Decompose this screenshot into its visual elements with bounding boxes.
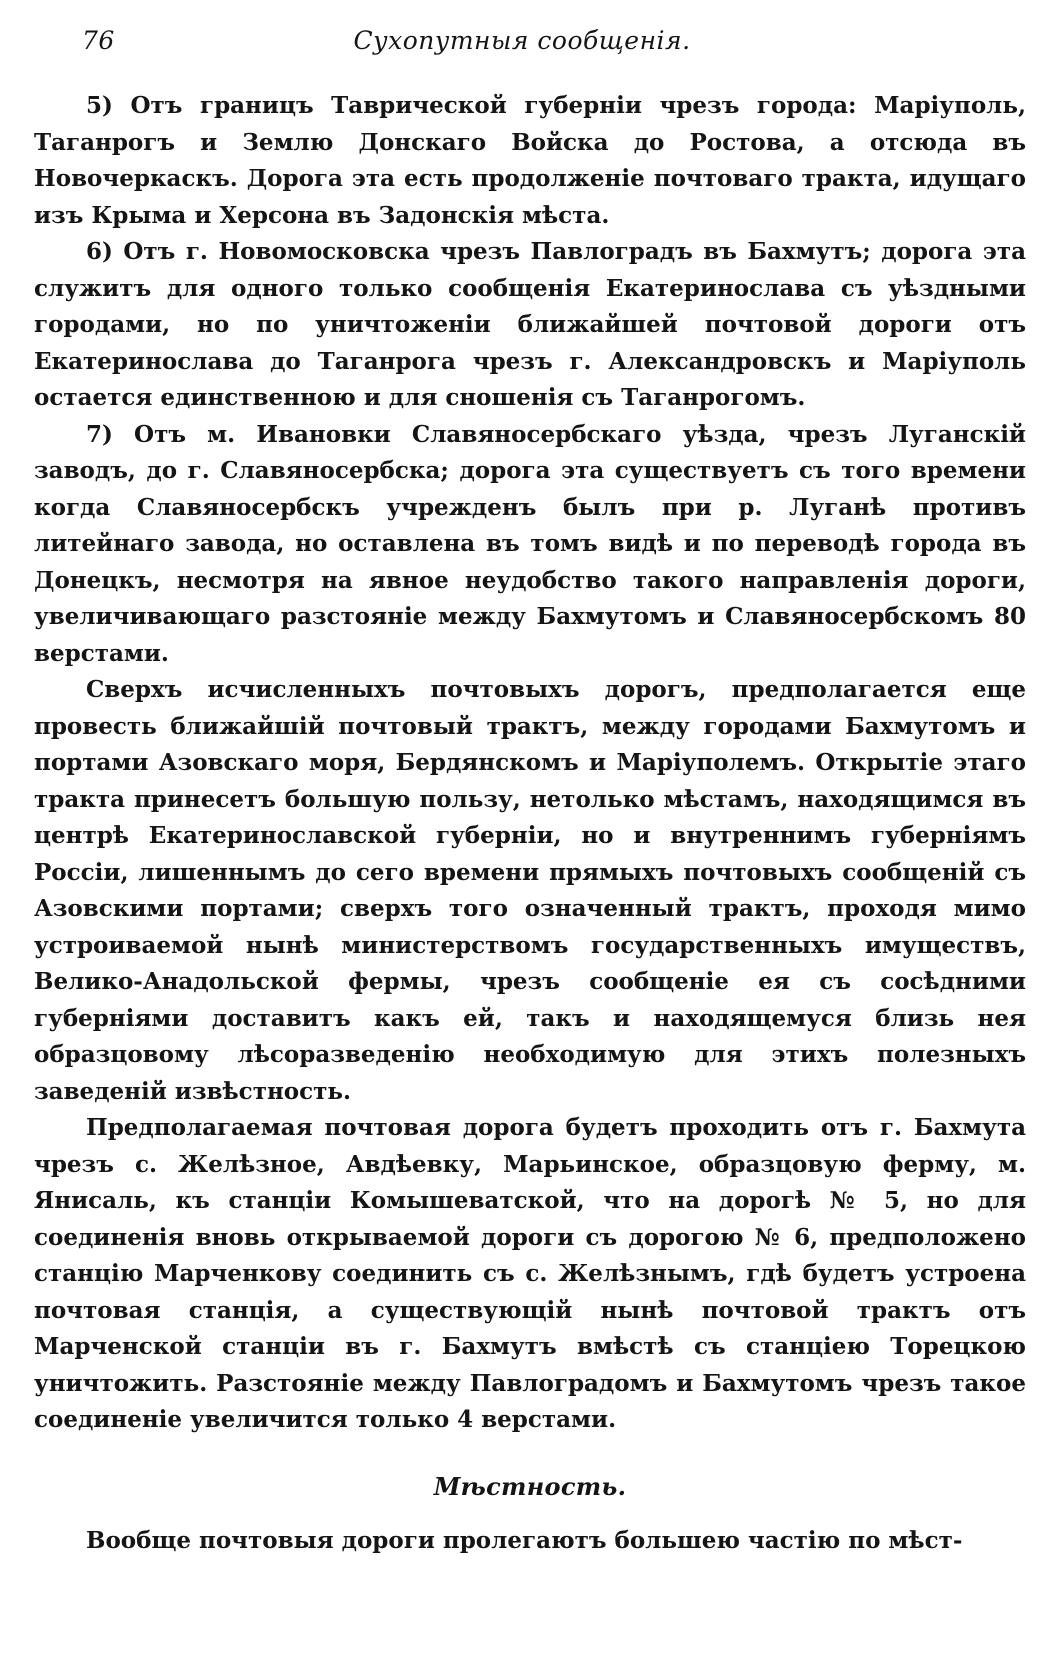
running-title: Сухопутныя сообщенія. bbox=[353, 26, 691, 55]
page-body bbox=[34, 88, 1026, 1559]
paragraph-road-7: 7) Отъ м. Ивановки Славяносербскаго уѣзда, чрезъ Луганскій заводъ, до г. Славяносербска; дорога эта существуетъ съ того времени когда Славяносербскъ учрежденъ былъ при р. Луганѣ противъ литейнаго завода, но оставлена въ томъ видѣ и по переводѣ города въ Донецкъ, несмотря на явное неудобство такого направленія дороги, увеличивающаго разстояніе между Бахмутомъ и Славяносербскомъ 80 верстами. bbox=[34, 420, 1026, 667]
paragraph-road-5: 5) Отъ границъ Таврической губерніи чрезъ города: Маріуполь, Таганрогъ и Землю Донскаго Войска до Ростова, а отсюда въ Новочеркаскъ. Дорога эта есть продолженіе почтоваго тракта, идущаго изъ Крыма и Херсона въ Задонскія мѣста. bbox=[34, 92, 1026, 229]
paragraph-road-6: 6) Отъ г. Новомосковска чрезъ Павлоградъ въ Бахмутъ; дорога эта служитъ для одного только сообщенія Екатеринослава съ уѣздными городами, но по уничтоженіи ближайшей почтовой дороги отъ Екатеринослава до Таганрога чрезъ г. Александровскъ и Маріуполь остается единственною и для сношенія съ Таганрогомъ. bbox=[34, 238, 1026, 411]
paragraph-planned-tract: Сверхъ исчисленныхъ почтовыхъ дорогъ, предполагается еще провесть ближайшій почтовый трактъ, между городами Бахмутомъ и портами Азовскаго моря, Бердянскомъ и Маріуполемъ. Открытіе этаго тракта принесетъ большую пользу, нетолько мѣстамъ, находящимся въ центрѣ Екатеринославской губерніи, но и внутреннимъ губерніямъ Россіи, лишеннымъ до сего времени прямыхъ почтовыхъ сообщеній съ Азовскими портами; сверхъ того означенный трактъ, проходя мимо устроиваемой нынѣ министерствомъ государственныхъ имуществъ, Велико-Анадольской фермы, чрезъ сообщеніе ея съ сосѣдними губерніями доставитъ какъ ей, такъ и находящемуся близь нея образцовому лѣсоразведенію необходимую для этихъ полезныхъ заведеній извѣстность. bbox=[34, 676, 1026, 1105]
closing-paragraph: Вообще почтовыя дороги пролегаютъ большею частію по мѣст- bbox=[86, 1526, 963, 1554]
section-heading: Мѣстность. bbox=[433, 1471, 627, 1501]
page-number: 76 bbox=[82, 26, 115, 55]
page-header bbox=[82, 26, 962, 66]
paragraph-proposed-route: Предполагаемая почтовая дорога будетъ проходить отъ г. Бахмута чрезъ с. Желѣзное, Авдѣевку, Марьинское, образцовую ферму, м. Янисаль, къ станціи Комышеватской, что на дорогѣ № 5, но для соединенія вновь открываемой дороги съ дорогою № 6, предположено станцію Марченкову соединить съ с. Желѣзнымъ, гдѣ будетъ устроена почтовая станція, а существующій нынѣ почтовой трактъ отъ Марченской станціи въ г. Бахмутъ вмѣстѣ съ станціею Торецкою уничтожить. Разстояніе между Павлоградомъ и Бахмутомъ чрезъ такое соединеніе увеличится только 4 верстами. bbox=[34, 1114, 1026, 1433]
